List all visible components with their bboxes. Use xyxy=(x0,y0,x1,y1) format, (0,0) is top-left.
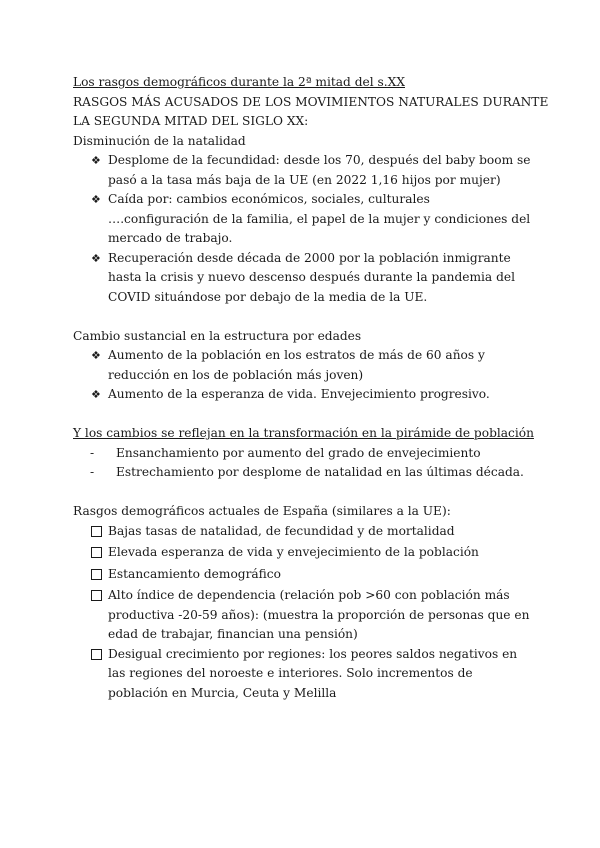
list-item xyxy=(73,645,533,704)
list-item xyxy=(73,463,533,483)
list-item xyxy=(73,151,533,190)
section2-list xyxy=(73,346,533,405)
section-heading-line-1: RASGOS MÁS ACUSADOS DE LOS MOVIMIENTOS NATURALES DURANTE xyxy=(73,94,549,109)
list-item-text: Desplome de la fecundidad: desde los 70, después del baby boom se pasó a la tasa más baja de la UE (en 2022 1,16 hijos por mujer) xyxy=(108,153,531,187)
diamond-bullet-icon: ❖ xyxy=(91,154,101,167)
diamond-bullet-icon: ❖ xyxy=(91,251,101,265)
list-item-text: Alto índice de dependencia (relación pob >60 con población más productiva -20-59 años): (muestra la proporción de personas que en edad de trabajar, financian una pensión) xyxy=(108,588,530,641)
diamond-bullet-icon: ❖ xyxy=(91,193,101,206)
checkbox-icon xyxy=(91,565,108,587)
list-item xyxy=(73,444,533,464)
diamond-bullet-icon: ❖ xyxy=(91,388,101,401)
list-item-text: Estancamiento demográfico xyxy=(108,566,281,581)
section-heading-line-2: LA SEGUNDA MITAD DEL SIGLO XX: xyxy=(73,114,309,128)
section3-title: Y los cambios se reflejan en la transformación en la pirámide de población xyxy=(73,426,534,440)
list-item xyxy=(73,249,533,308)
checkbox-icon xyxy=(91,522,108,544)
list-item-text: Aumento de la esperanza de vida. Envejecimiento progresivo. xyxy=(108,387,490,401)
list-item xyxy=(73,565,533,587)
checkbox-icon xyxy=(91,586,108,645)
section2-title: Cambio sustancial en la estructura por edades xyxy=(73,328,362,343)
list-item-text: Bajas tasas de natalidad, de fecundidad y de mortalidad xyxy=(108,523,455,538)
dash-bullet: - xyxy=(90,465,95,479)
list-item xyxy=(73,346,533,385)
section4-list xyxy=(73,522,533,704)
list-item-text: Caída por: cambios económicos, sociales, culturales ….configuración de la familia, el papel de la mujer y condiciones del mercado de trabajo. xyxy=(108,192,531,245)
diamond-bullet-icon: ❖ xyxy=(91,349,101,362)
list-item-text: Aumento de la población en los estratos de más de 60 años y reducción en los de población más joven) xyxy=(108,348,485,382)
dash-bullet: - xyxy=(90,445,95,460)
list-item xyxy=(73,586,533,645)
section3-list xyxy=(73,444,533,483)
page-title: Los rasgos demográficos durante la 2ª mitad del s.XX xyxy=(73,75,405,89)
checkbox-icon xyxy=(91,645,108,704)
section4-title: Rasgos demográficos actuales de España (similares a la UE): xyxy=(73,504,451,518)
list-item xyxy=(73,543,533,565)
list-item xyxy=(73,190,533,249)
list-item-text: Desigual crecimiento por regiones: los peores saldos negativos en las regiones del noroeste e interiores. Solo incrementos de población en Murcia, Ceuta y Melilla xyxy=(108,646,518,700)
list-item-text: Elevada esperanza de vida y envejecimiento de la población xyxy=(108,545,479,559)
list-item-text: Ensanchamiento por aumento del grado de envejecimiento xyxy=(116,445,481,460)
list-item-text: Estrechamiento por desplome de natalidad en las últimas década. xyxy=(116,465,524,479)
section1-title: Disminución de la natalidad xyxy=(73,133,246,148)
list-item-text: Recuperación desde década de 2000 por la población inmigrante hasta la crisis y nuevo descenso después durante la pandemia del COVID situándose por debajo de la media de la UE. xyxy=(108,250,515,304)
list-item xyxy=(73,522,533,544)
list-item xyxy=(73,385,533,405)
section1-list xyxy=(73,151,533,307)
document-page xyxy=(73,73,549,703)
checkbox-icon xyxy=(91,543,108,565)
